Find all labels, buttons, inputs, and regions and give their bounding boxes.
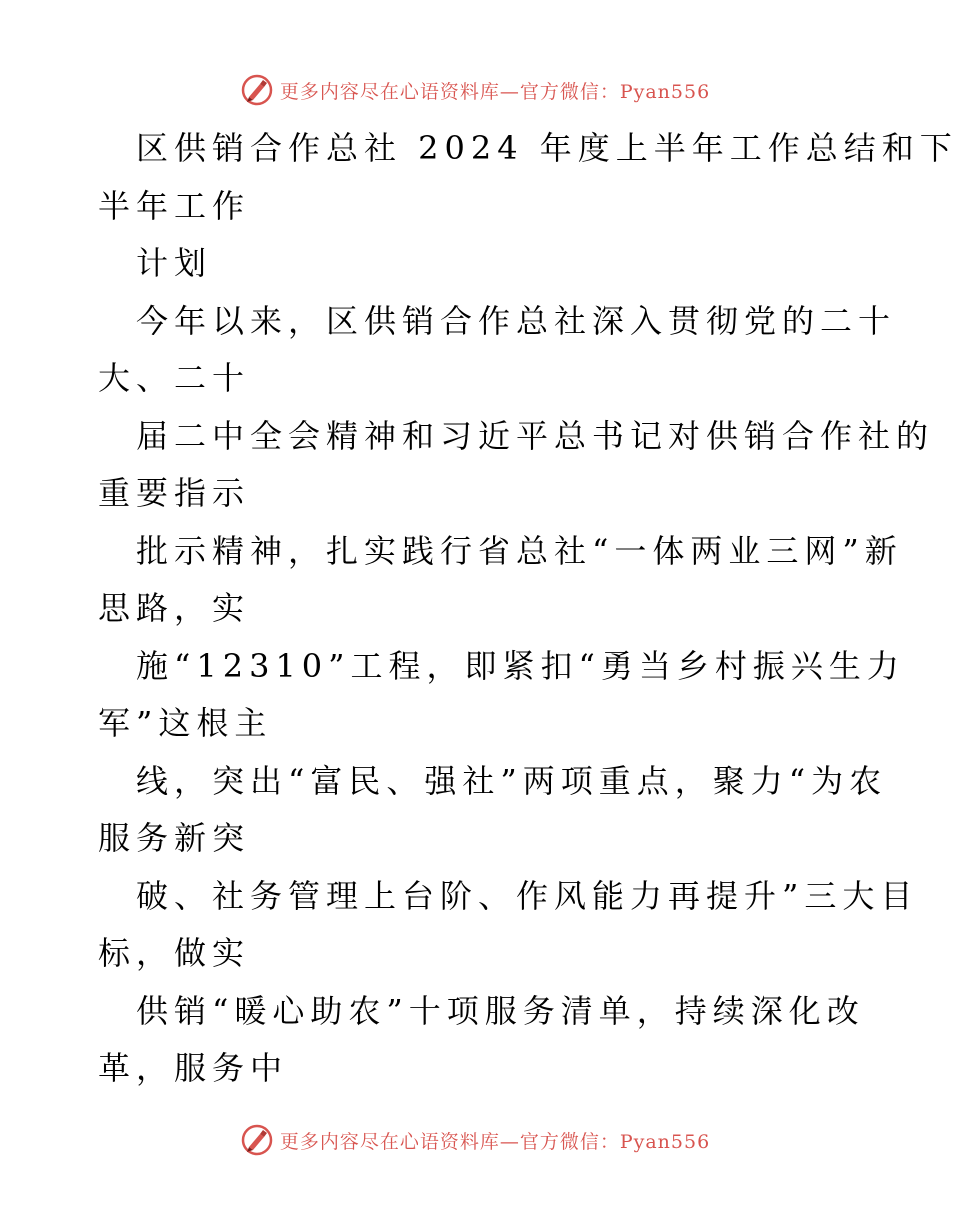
watermark-text: 更多内容尽在心语资料库—官方微信：Pyan556 xyxy=(279,80,711,103)
document-line: 革，服务中 xyxy=(98,1049,289,1087)
document-line: 破、社务管理上台阶、作风能力再提升”三大目 xyxy=(136,876,919,915)
document-line: 重要指示 xyxy=(98,474,251,512)
document-line: 计划 xyxy=(136,244,213,282)
document-line: 服务新突 xyxy=(98,819,251,857)
document-body xyxy=(98,120,958,1098)
watermark-text: 更多内容尽在心语资料库—官方微信：Pyan556 xyxy=(279,1130,711,1153)
document-line: 施“12310”工程，即紧扣“勇当乡村振兴生力 xyxy=(136,646,905,685)
pen-seal-icon xyxy=(240,1123,274,1157)
footer-watermark xyxy=(0,1120,950,1160)
document-line: 届二中全会精神和习近平总书记对供销合作社的 xyxy=(136,416,935,455)
document-line: 供销“暖心助农”十项服务清单，持续深化改 xyxy=(136,991,865,1030)
document-line: 半年工作 xyxy=(98,186,251,225)
document-line: 军”这根主 xyxy=(98,704,273,742)
document-line: 今年以来，区供销合作总社深入贯彻党的二十 xyxy=(136,301,897,340)
document-line: 标，做实 xyxy=(98,934,251,972)
document-line: 批示精神，扎实践行省总社“一体两业三网”新 xyxy=(136,531,903,570)
document-line: 线，突出“富民、强社”两项重点，聚力“为农 xyxy=(136,761,888,800)
document-line: 大、二十 xyxy=(98,359,251,397)
document-line: 区供销合作总社 2024 年度上半年工作总结和下 xyxy=(136,129,958,167)
header-watermark xyxy=(0,70,950,110)
pen-seal-icon xyxy=(240,73,274,107)
document-line: 思路，实 xyxy=(98,589,251,627)
